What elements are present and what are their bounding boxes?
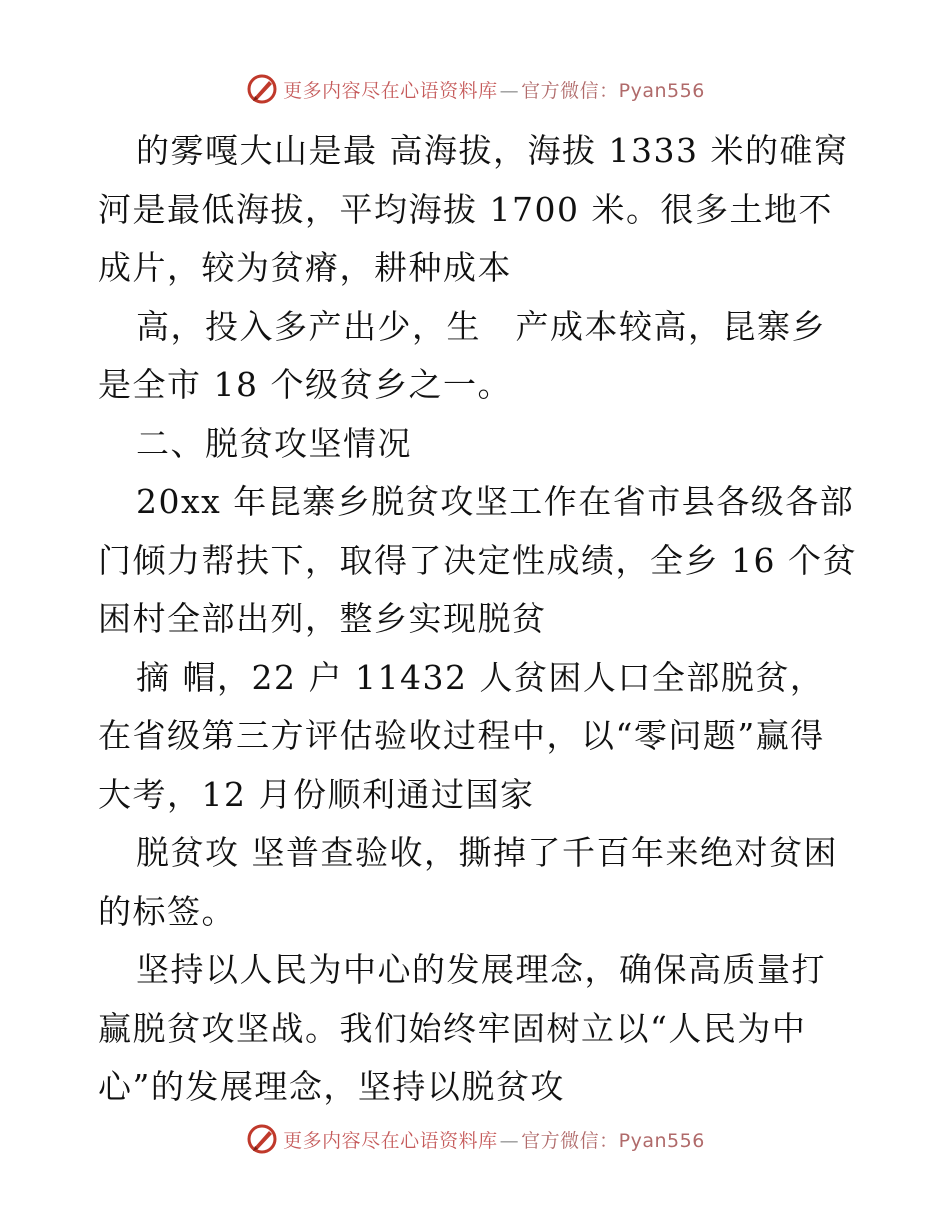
paragraph: 的雾嘎大山是最 高海拔，海拔 1333 米的碓窝河是最低海拔，平均海拔 1700 米。很多土地不成片，较为贫瘠，耕种成本 — [98, 131, 849, 287]
header-watermark — [0, 72, 950, 106]
section-heading: 二、脱贫攻坚情况 — [136, 423, 412, 463]
document-body — [98, 122, 858, 1117]
banner-title: 更多内容尽在心语资料库 — [283, 79, 498, 102]
banner-wechat: 官方微信：Pyan556 — [521, 1129, 705, 1152]
banner-text — [283, 1126, 705, 1153]
banner-title: 更多内容尽在心语资料库 — [283, 1129, 498, 1152]
banner-text — [283, 76, 705, 103]
pen-logo-icon — [245, 1122, 279, 1156]
banner-wechat: 官方微信：Pyan556 — [521, 79, 705, 102]
pen-logo-icon — [245, 72, 279, 106]
paragraph: 摘 帽，22 户 11432 人贫困人口全部脱贫，在省级第三方评估验收过程中，以“零问题”赢得大考，12 月份顺利通过国家 — [98, 657, 825, 814]
banner-separator: — — [499, 1129, 520, 1152]
paragraph: 坚持以人民为中心的发展理念，确保高质量打赢脱贫攻坚战。我们始终牢固树立以“人民为中心”的发展理念，坚持以脱贫攻 — [98, 950, 826, 1106]
paragraph: 20xx 年昆寨乡脱贫攻坚工作在省市县各级各部门倾力帮扶下，取得了决定性成绩，全乡 16 个贫困村全部出列，整乡实现脱贫 — [98, 482, 857, 638]
banner-separator: — — [499, 79, 520, 102]
paragraph: 高，投入多产出少，生 产成本较高，昆寨乡是全市 18 个级贫乡之一。 — [98, 306, 826, 404]
footer-watermark — [0, 1122, 950, 1156]
paragraph: 脱贫攻 坚普查验收，撕掉了千百年来绝对贫困的标签。 — [98, 833, 838, 931]
